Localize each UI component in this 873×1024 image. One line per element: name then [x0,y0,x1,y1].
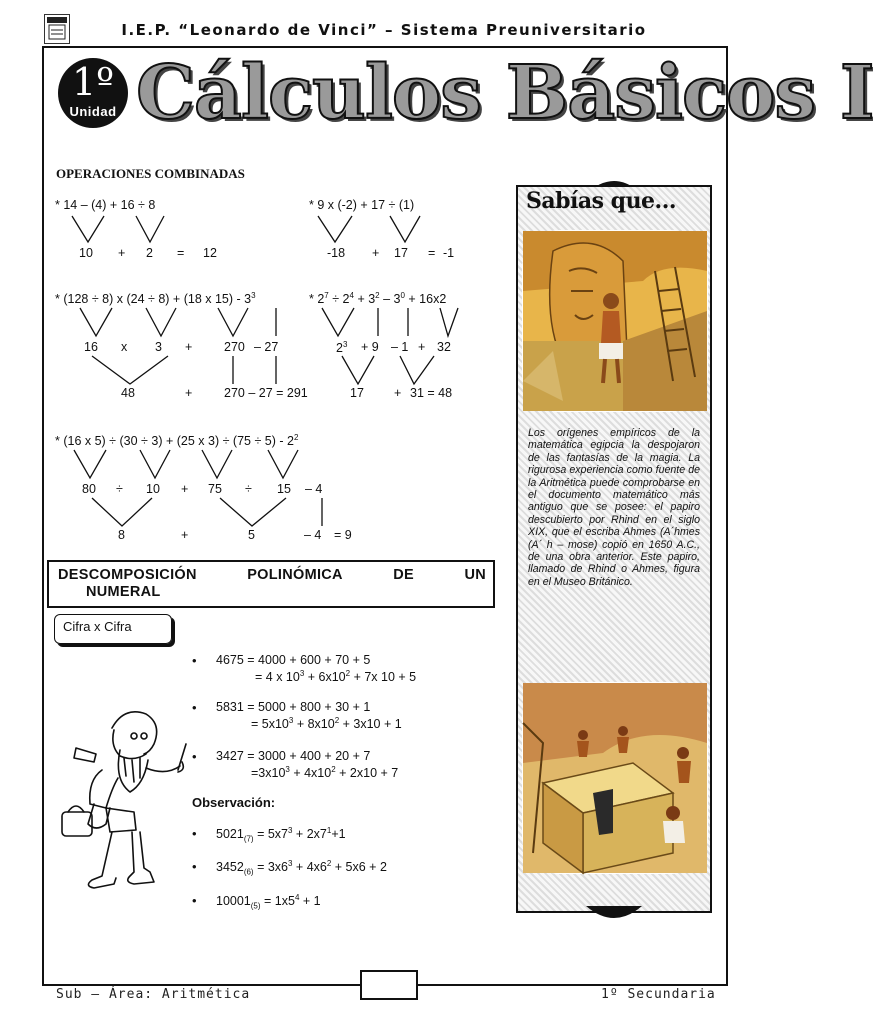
page-number-box [360,970,418,1000]
ex1-val: 2 [146,246,153,260]
observation-label: Observación: [192,795,276,810]
decomp-line-1b: = 4 x $10^3 + 6x10^2 + 7x$ 10 + 5 [255,669,417,685]
bullet-icon: • [192,749,197,764]
ex5-val: 75 [208,482,222,496]
bullet-icon: • [192,893,197,908]
ex4-val: $2^3$ [336,340,348,356]
ex4-val: 17 [350,386,364,400]
leonardo-cartoon-illustration [54,700,194,900]
footer-subject: Sub – Área: Aritmética [56,987,251,1002]
page-title: Cálculos Básicos I [136,50,873,136]
ex5-op: ÷ [245,482,252,496]
ex2-result: -1 [443,246,455,260]
ex5-result: = 9 [334,528,352,542]
obs-line-3: $10001_{(5)} = 1x5^4 + 1$ [216,893,321,911]
ex3-val: – 27 [254,340,279,354]
bullet-icon: • [192,653,197,668]
decomp-line-3b: $=3x10^3 + 4x10^2 + 2x10 + 7$ [251,765,399,781]
section-heading-combined: OPERACIONES COMBINADAS [56,166,245,181]
ex5-val: 5 [248,528,255,542]
ex5-op: + [181,482,189,496]
ex1-op: + [118,246,126,260]
unit-label: Unidad [69,104,117,119]
sidebar-title: Sabías que... [526,188,677,214]
ex2-op: = [428,246,436,260]
egypt-workers-illustration [522,682,708,874]
ex3-val: 270 [224,340,245,354]
ex5-val: – 4 [305,482,323,496]
ex3-val: 48 [121,386,135,400]
ex5-op: + [181,528,189,542]
unit-number: 1º [71,60,115,104]
ex2-val: 17 [394,246,408,260]
expr-1: * 14 – (4) + 16 ÷ 8 [55,198,156,212]
expr-5: * (16 x 5) ÷ (30 ÷ 3) + (25 x $3) \div (75 \div 5) - 2^2$ [55,433,299,449]
ex3-val: 16 [84,340,98,354]
ex4-val: – 1 [391,340,409,354]
sidebar-bottom-tab [586,906,642,922]
ex5-op: ÷ [116,482,123,496]
bullet-icon: • [192,826,197,841]
ex4-val: + 9 [361,340,379,354]
ex4-op: + [418,340,426,354]
ex4-op: + [394,386,402,400]
expr-4: * $2^7 \div 2^4 + 3^2 - 3^0 + 16x2$ [309,291,447,307]
decomposition-heading: DESCOMPOSICIÓN POLINÓMICA DE UN NUMERAL [58,567,486,600]
ex3-op: + [185,340,193,354]
ex2-val: -18 [327,246,346,260]
egypt-sphinx-illustration [522,230,708,412]
ex1-op: = [177,246,185,260]
footer-grade: 1º Secundaria [601,987,716,1002]
cifra-tag: Cifra x Cifra [54,614,172,644]
obs-line-1: $5021_{(7)} = 5x7^3 + 2x7^1+1$ [216,826,346,844]
expr-3: * (128 ÷ 8) x (24 ÷ 8) + (18 x $15) - 3^3$ [55,291,256,307]
sidebar-text: Los orígenes empíricos de la matemática egipcia la despojaron de las fantasías de la magia. La rigurosa experiencia como fuente de la Aritmética puede comprobarse en el documento matemático más antiguo que se posee: el papiro descubierto por Rhind en el siglo XIX, que el escriba Ahmes (A´hmes (A´ h – mose) copió en 1650 A.C., de una obra anterior. Este papiro, llamado de Rhind o Ahmes, figura en el Museo Británico. [528,427,700,588]
ex3-result: 270 – 27 = 291 [224,386,308,400]
ex1-val: 10 [79,246,93,260]
bullet-icon: • [192,700,197,715]
ex3-op: x [121,340,128,354]
ex5-val: 15 [277,482,291,496]
ex3-val: 3 [155,340,162,354]
decomp-line-3: 3427 = 3000 + 400 + 20 + 7 [216,749,371,763]
ex5-val: 10 [146,482,160,496]
ex3-op: + [185,386,193,400]
bullet-icon: • [192,859,197,874]
ex5-val: – 4 [304,528,322,542]
page-header: I.E.P. “Leonardo de Vinci” – Sistema Preuniversitario [121,21,647,39]
decomp-line-2b: = $5x10^3 + 8x10^2 + 3x10 + 1$ [251,716,402,732]
ex4-result: 31 = 48 [410,386,453,400]
obs-line-2: $3452_{(6)} = 3x6^3 + 4x6^2 + 5x6 + 2$ [216,859,387,877]
ex5-val: 8 [118,528,125,542]
decomp-line-2: 5831 = 5000 + 800 + 30 + 1 [216,700,371,714]
ex1-result: 12 [203,246,217,260]
ex4-val: 32 [437,340,451,354]
ex2-op: + [372,246,380,260]
decomp-line-1: 4675 = 4000 + 600 + 70 + 5 [216,653,371,667]
expr-2: * 9 x (-2) + 17 ÷ (1) [309,198,415,212]
ex5-val: 80 [82,482,96,496]
